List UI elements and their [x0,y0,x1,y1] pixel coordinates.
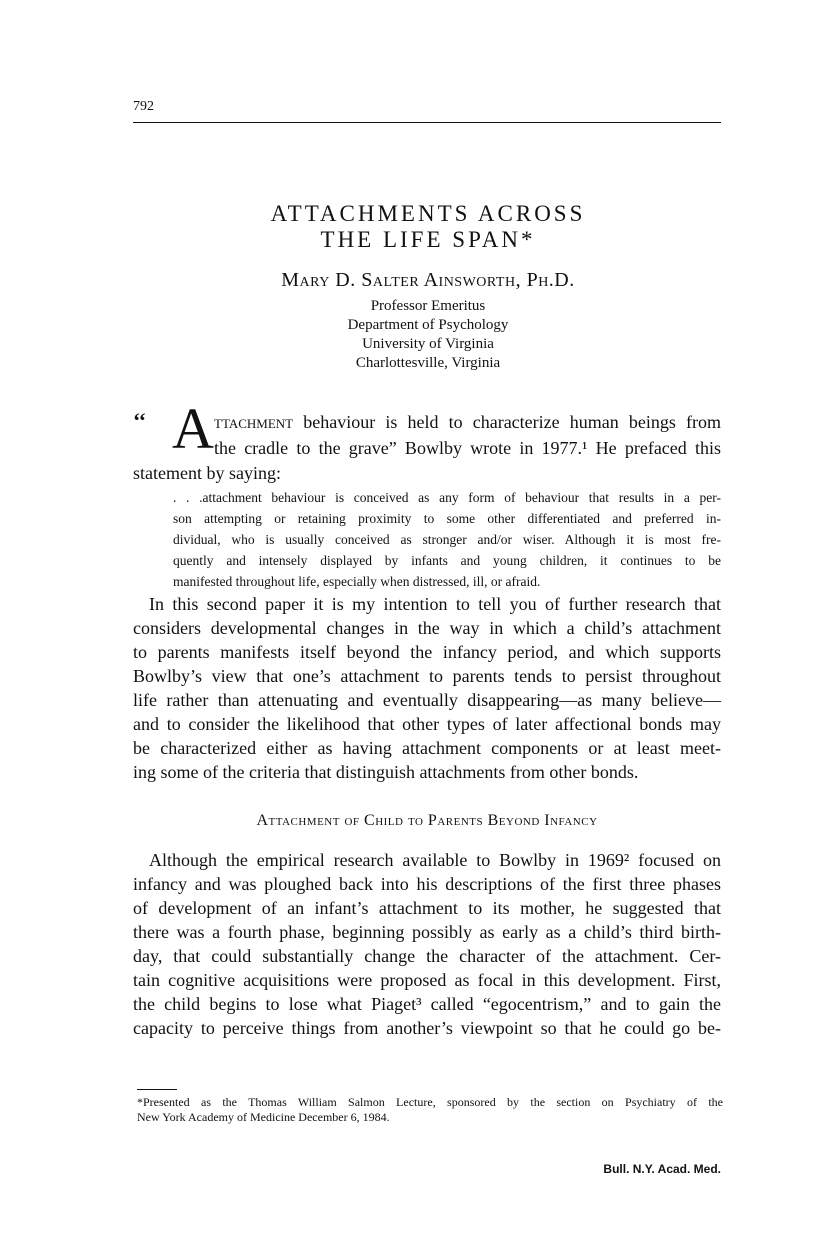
intro-line-1 [214,410,721,434]
first-word-smallcaps: ttachment [214,412,294,432]
footnote-line-1: *Presented as the Thomas William Salmon Lecture, sponsored by the section on Psychiatry of the [137,1095,723,1109]
footnote-rule [137,1089,177,1090]
paragraph-line: capacity to perceive things from another’s viewpoint so that he could go be- [133,1018,721,1038]
author-affiliation-department: Department of Psychology [347,317,509,333]
page-number: 792 [133,99,154,114]
blockquote-line: dividual, who is usually conceived as stronger and/or wiser. Although it is most fre- [173,532,721,547]
paragraph-line: there was a fourth phase, beginning possibly as early as a child’s third birth- [133,922,721,942]
blockquote-line: . . .attachment behaviour is conceived as any form of behaviour that results in a per- [173,490,721,505]
opening-quote-mark: ‘‘ [133,408,147,433]
paragraph-line: Bowlby’s view that one’s attachment to parents tends to persist throughout [133,666,721,686]
paragraph-line: considers developmental changes in the way in which a child’s attachment [133,618,721,638]
article-title-line-1: ATTACHMENTS ACROSS [270,201,586,226]
intro-line-2: the cradle to the grave” Bowlby wrote in 1977.¹ He prefaced this [214,438,721,458]
paragraph-line: be characterized either as having attachment components or at least meet- [133,738,721,758]
paragraph-line: tain cognitive acquisitions were proposed as focal in this development. First, [133,970,721,990]
journal-citation: Bull. N.Y. Acad. Med. [603,1162,721,1176]
blockquote-line: son attempting or retaining proximity to some other differentiated and preferred in- [173,511,721,526]
paragraph-line: In this second paper it is my intention to tell you of further research that [149,594,721,614]
paragraph-line: Although the empirical research available to Bowlby in 1969² focused on [149,850,721,870]
section-heading: Attachment of Child to Parents Beyond Infancy [256,812,598,829]
paragraph-line: ing some of the criteria that distinguish attachments from other bonds. [133,762,639,782]
author-affiliation-title: Professor Emeritus [370,298,486,314]
paragraph-line: and to consider the likelihood that other types of later affectional bonds may [133,714,721,734]
paragraph-line: infancy and was ploughed back into his descriptions of the first three phases [133,874,721,894]
paragraph-line: day, that could substantially change the character of the attachment. Cer- [133,946,721,966]
paragraph-line: of development of an infant’s attachment to its mother, he suggested that [133,898,721,918]
author-affiliation-city: Charlottesville, Virginia [355,355,501,371]
paragraph-line: life rather than attenuating and eventually disappearing—as many believe— [133,690,721,710]
author-affiliation-university: University of Virginia [362,336,494,352]
author-name: Mary D. Salter Ainsworth, Ph.D. [281,269,575,291]
blockquote-line: manifested throughout life, especially when distressed, ill, or afraid. [173,574,541,589]
paragraph-line: the child begins to lose what Piaget³ called “egocentrism,” and to gain the [133,994,721,1014]
blockquote-line: quently and intensely displayed by infants and young children, it continues to be [173,553,721,568]
footnote-line-2: New York Academy of Medicine December 6, 1984. [137,1110,390,1124]
intro-line-3: statement by saying: [133,463,281,483]
header-rule [133,122,721,123]
drop-cap: A [172,396,214,461]
article-title-line-2: THE LIFE SPAN* [320,227,536,252]
intro-line-1-rest: behaviour is held to characterize human beings from [293,412,721,432]
paragraph-line: to parents manifests itself beyond the infancy period, and which supports [133,642,721,662]
